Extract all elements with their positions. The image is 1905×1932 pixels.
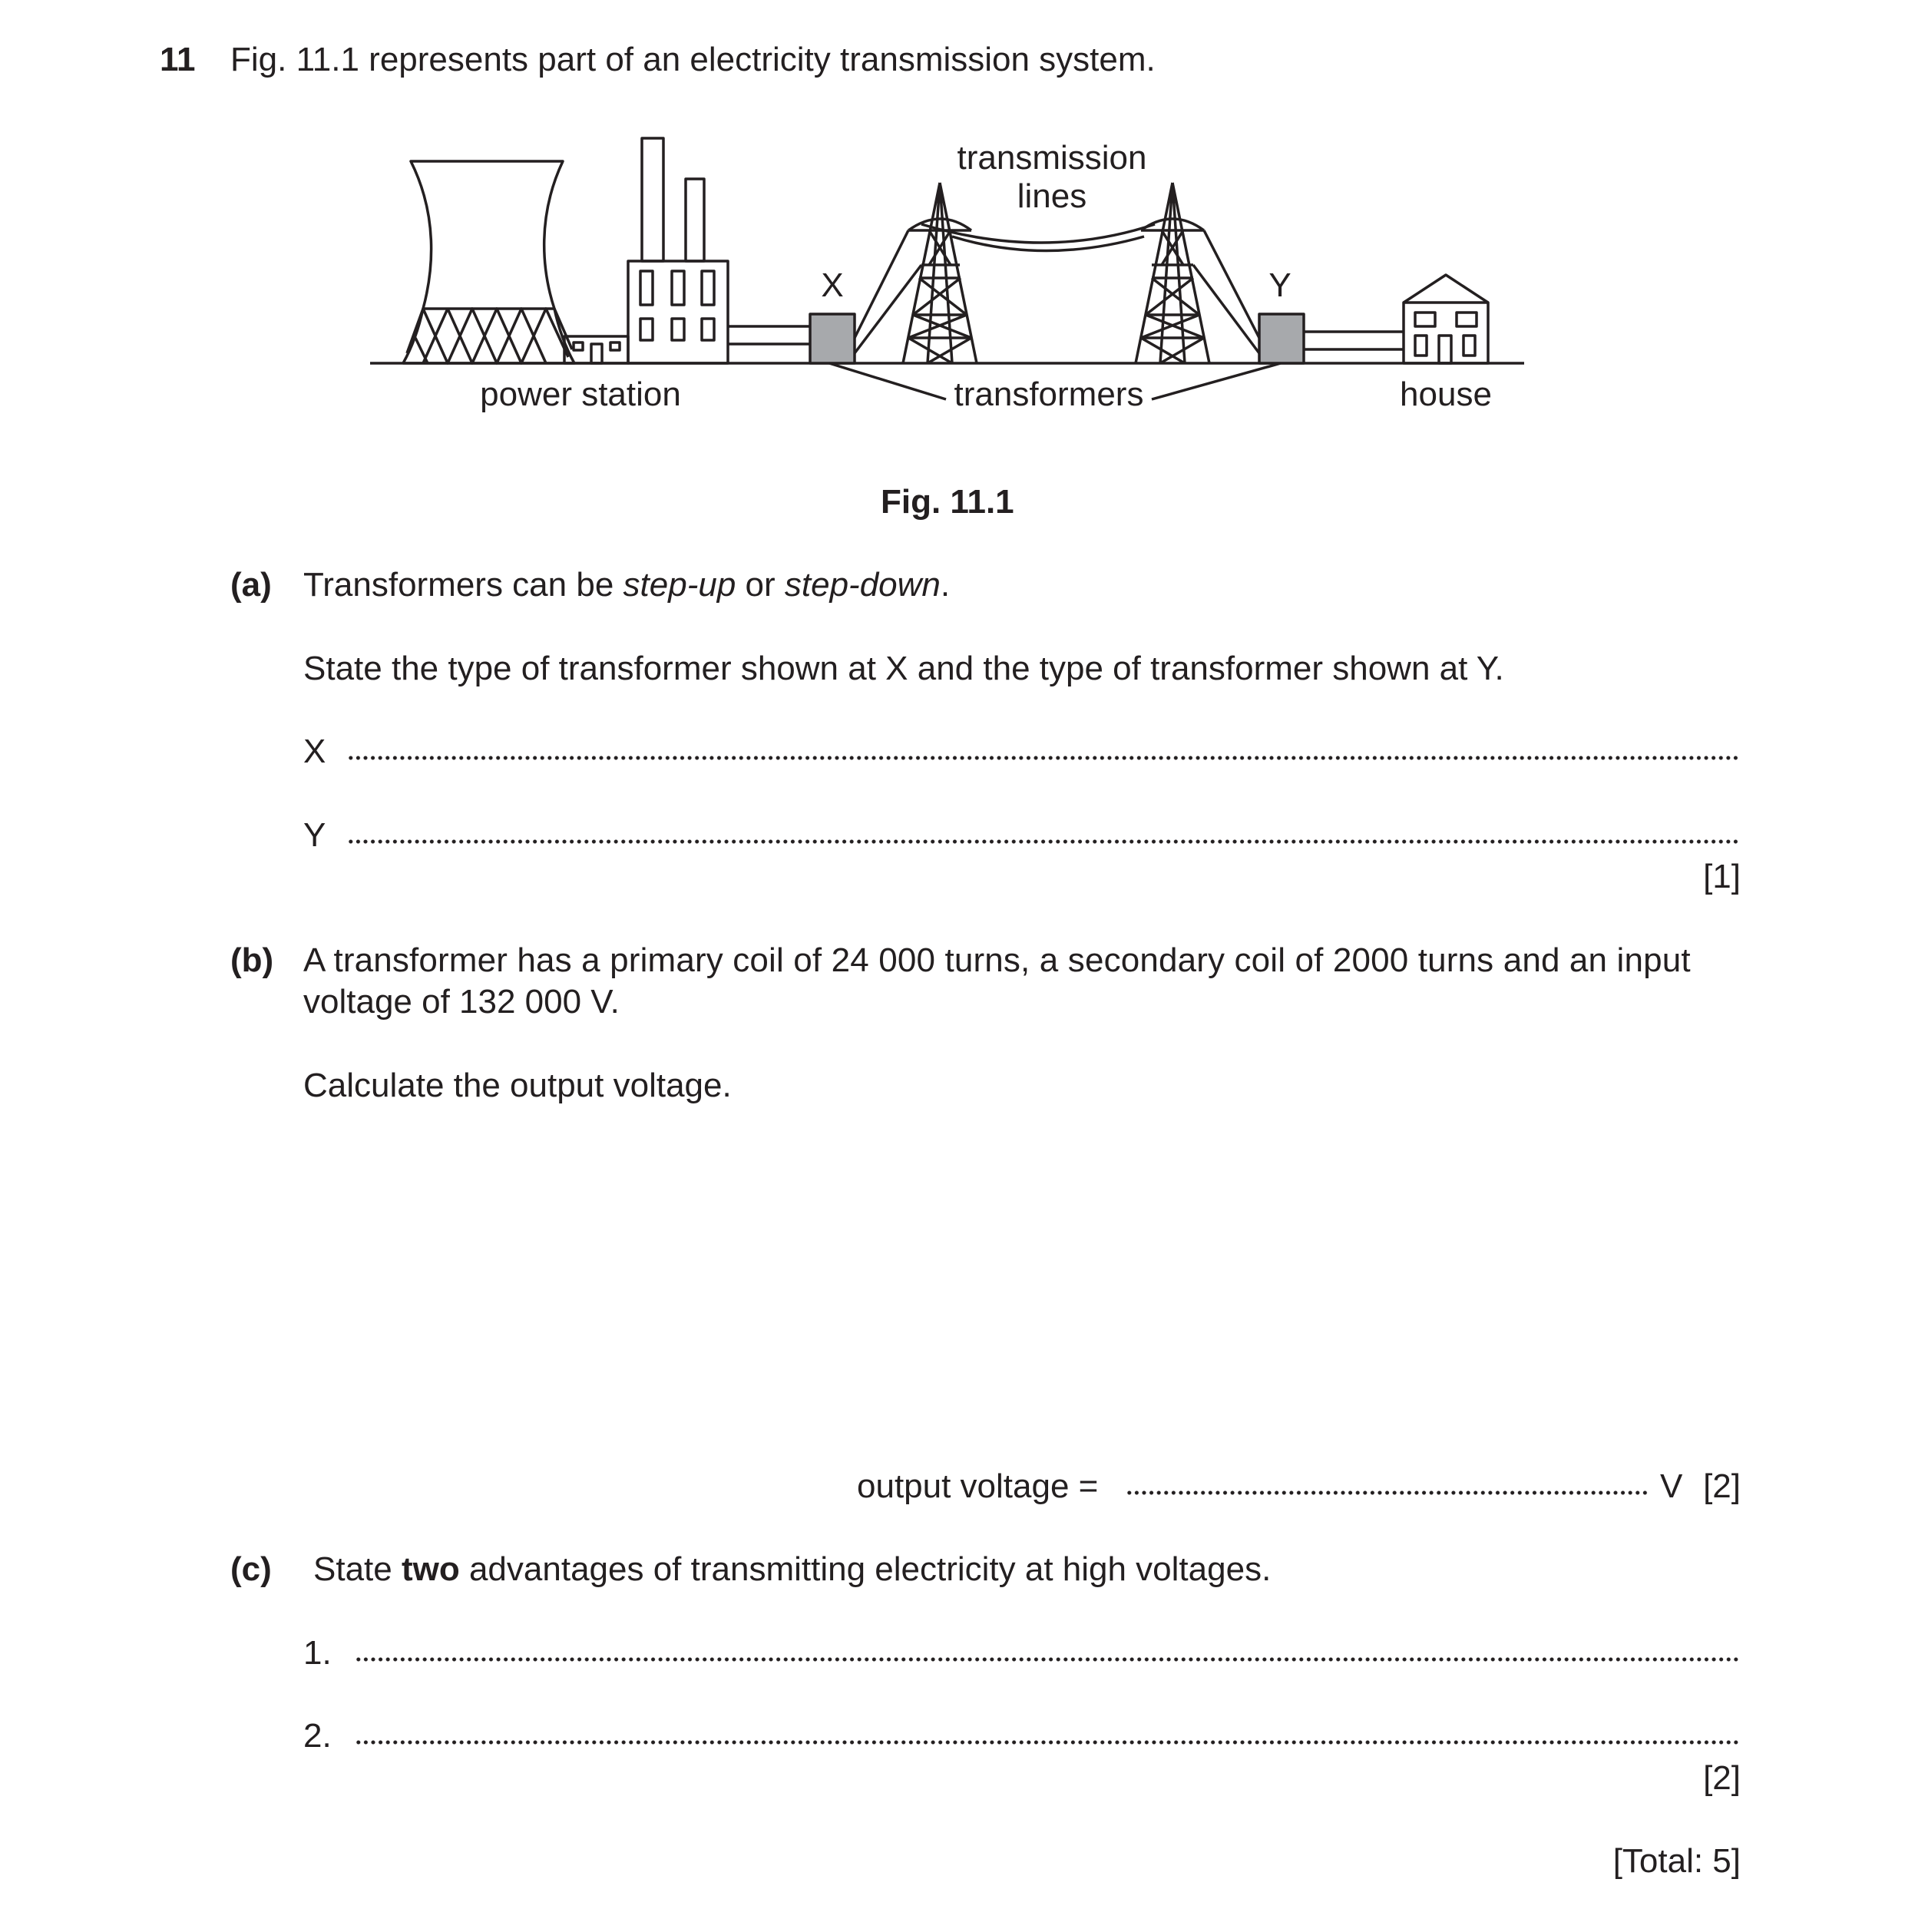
output-voltage-label: output voltage = bbox=[857, 1467, 1099, 1505]
label-transmission: transmission bbox=[957, 139, 1147, 177]
question-number: 11 bbox=[160, 41, 196, 78]
part-c-instruction bbox=[313, 1550, 1271, 1590]
part-a-text-or: or bbox=[736, 566, 785, 604]
label-x: X bbox=[821, 266, 844, 304]
leader-line-x bbox=[829, 363, 946, 399]
part-a-text: Transformers can be bbox=[303, 566, 623, 604]
pylon-left bbox=[855, 183, 977, 363]
answer-y-line[interactable] bbox=[347, 839, 1738, 845]
part-a-label: (a) bbox=[230, 566, 272, 604]
answer-x-line[interactable] bbox=[347, 755, 1738, 761]
label-house: house bbox=[1400, 375, 1492, 413]
label-y: Y bbox=[1268, 266, 1291, 304]
figure-caption: Fig. 11.1 bbox=[881, 483, 1014, 521]
part-b-instruction: Calculate the output voltage. bbox=[303, 1067, 732, 1104]
advantage-2-line[interactable] bbox=[355, 1739, 1738, 1745]
advantage-1-line[interactable] bbox=[355, 1656, 1738, 1662]
question-intro: Fig. 11.1 represents part of an electricity transmission system. bbox=[230, 41, 1156, 78]
transformer-y bbox=[1259, 314, 1304, 363]
output-voltage-answer-line[interactable] bbox=[1126, 1490, 1648, 1496]
total-marks: [Total: 5] bbox=[1612, 1842, 1741, 1880]
answer-x-label: X bbox=[303, 733, 326, 770]
part-a-line1 bbox=[303, 565, 950, 606]
cooling-tower bbox=[403, 161, 574, 363]
part-c-emphasis: two bbox=[401, 1550, 460, 1588]
part-a-instruction: State the type of transformer shown at X and the type of transformer shown at Y. bbox=[303, 650, 1504, 687]
part-a-marks: [1] bbox=[1703, 858, 1741, 895]
small-building bbox=[564, 336, 628, 363]
part-c-text-rest: advantages of transmitting electricity at high voltages. bbox=[459, 1550, 1272, 1588]
advantage-2-label: 2. bbox=[303, 1717, 332, 1755]
part-c-marks: [2] bbox=[1703, 1759, 1741, 1797]
advantage-1-label: 1. bbox=[303, 1634, 332, 1672]
label-transformers: transformers bbox=[954, 375, 1144, 413]
transformer-x bbox=[810, 314, 855, 363]
term-step-up: step-up bbox=[623, 566, 736, 604]
output-voltage-unit: V bbox=[1660, 1467, 1683, 1505]
label-power-station: power station bbox=[480, 375, 681, 413]
transmission-system-figure bbox=[0, 0, 1905, 430]
part-c-label: (c) bbox=[230, 1550, 272, 1588]
part-b-line2: voltage of 132 000 V. bbox=[303, 983, 620, 1021]
pylon-right bbox=[1136, 183, 1259, 363]
part-b-line1: A transformer has a primary coil of 24 000 turns, a secondary coil of 2000 turns and an input bbox=[303, 941, 1691, 979]
part-b-label: (b) bbox=[230, 941, 274, 979]
term-step-down: step-down bbox=[784, 566, 941, 604]
power-station-building bbox=[628, 138, 728, 363]
label-lines: lines bbox=[1017, 177, 1087, 215]
part-c-text: State bbox=[313, 1550, 402, 1588]
part-a-period: . bbox=[940, 566, 951, 604]
leader-line-y bbox=[1152, 363, 1281, 399]
house bbox=[1404, 275, 1488, 363]
part-b-marks: [2] bbox=[1703, 1467, 1741, 1505]
answer-y-label: Y bbox=[303, 816, 326, 854]
